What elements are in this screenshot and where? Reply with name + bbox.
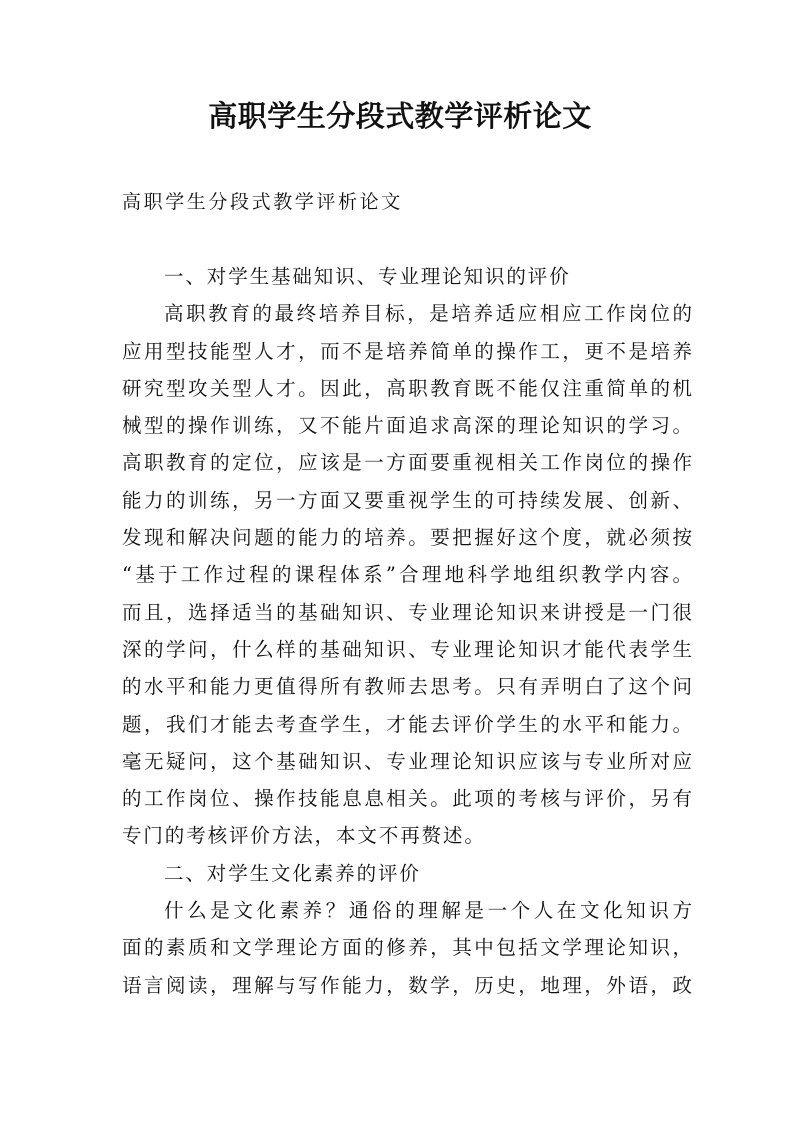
paragraph-line: 高职教育的最终培养目标，是培养适应相应工作岗位的 — [164, 302, 692, 326]
paragraph-line: 的水平和能力更值得所有教师去思考。只有弄明白了这个问 — [122, 675, 692, 699]
paragraph-line: “基于工作过程的课程体系”合理地科学地组织教学内容。 — [122, 563, 692, 587]
paragraph-line: 研究型攻关型人才。因此，高职教育既不能仅注重简单的机 — [122, 376, 692, 400]
paragraph-line: 应用型技能型人才，而不是培养简单的操作工，更不是培养 — [122, 339, 692, 363]
section-heading-2: 二、对学生文化素养的评价 — [164, 861, 421, 885]
document-subtitle: 高职学生分段式教学评析论文 — [122, 191, 403, 213]
document-body — [122, 258, 692, 1004]
paragraph-line: 发现和解决问题的能力的培养。要把握好这个度，就必须按 — [122, 526, 692, 550]
document-title: 高职学生分段式教学评析论文 — [208, 99, 592, 133]
paragraph-line: 深的学问，什么样的基础知识、专业理论知识才能代表学生 — [122, 637, 692, 661]
paragraph-line: 能力的训练，另一方面又要重视学生的可持续发展、创新、 — [122, 488, 692, 512]
paragraph-line: 什么是文化素养？通俗的理解是一个人在文化知识方 — [164, 899, 692, 923]
paragraph-line: 械型的操作训练，又不能片面追求高深的理论知识的学习。 — [122, 414, 692, 438]
paragraph-line: 高职教育的定位，应该是一方面要重视相关工作岗位的操作 — [122, 451, 692, 475]
paragraph-line: 而且，选择适当的基础知识、专业理论知识来讲授是一门很 — [122, 600, 692, 624]
paragraph-line: 毫无疑问，这个基础知识、专业理论知识应该与专业所对应 — [122, 749, 692, 773]
paragraph-line: 的工作岗位、操作技能息息相关。此项的考核与评价，另有 — [122, 787, 692, 811]
paragraph-line: 专门的考核评价方法，本文不再赘述。 — [122, 824, 486, 848]
paragraph-line: 面的素质和文学理论方面的修养，其中包括文学理论知识， — [122, 936, 692, 960]
paragraph-line: 题，我们才能去考查学生，才能去评价学生的水平和能力。 — [122, 712, 692, 736]
section-heading-1: 一、对学生基础知识、专业理论知识的评价 — [164, 265, 571, 288]
paragraph-line: 语言阅读，理解与写作能力，数学，历史，地理，外语，政 — [122, 973, 692, 997]
